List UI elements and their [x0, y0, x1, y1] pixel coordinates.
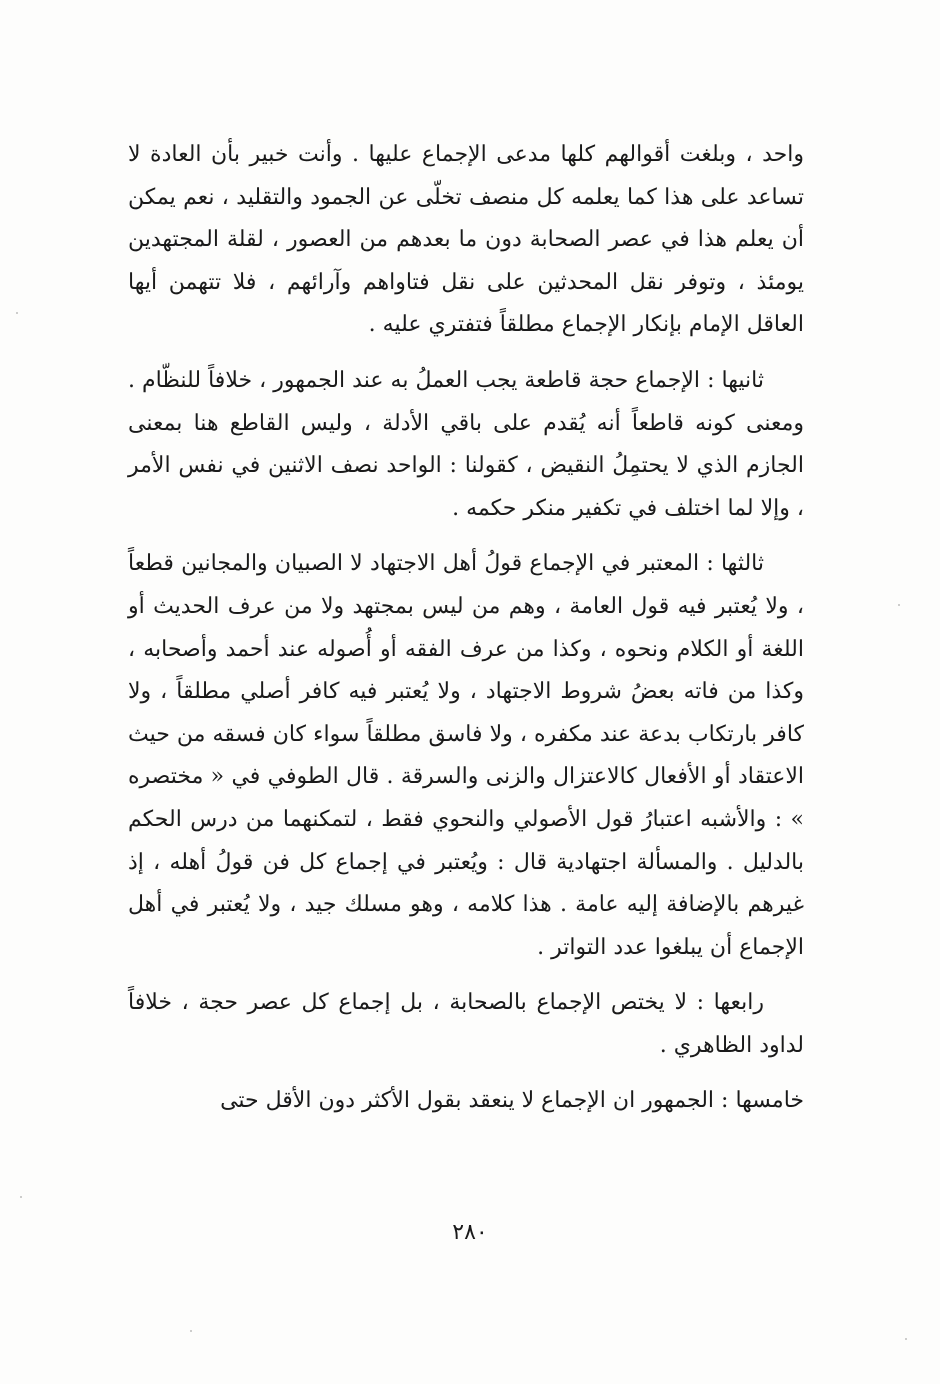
scan-speck: [905, 1338, 907, 1340]
scan-speck: [16, 312, 18, 314]
paragraph-5: خامسها : الجمهور ان الإجماع لا ينعقد بقول الأكثر دون الأقل حتى: [220, 1088, 804, 1114]
scan-speck: [20, 1196, 22, 1198]
page-body-text: [128, 134, 804, 1123]
scan-speck: [190, 1330, 192, 1332]
paragraph-1: واحد ، وبلغت أقوالهم كلها مدعى الإجماع عليها . وأنت خبير بأن العادة لا تساعد على هذا كما يعلمه كل منصف تخلّى عن الجمود والتقليد ، نعم يمكن أن يعلم هذا في عصر الصحابة دون ما بعدهم من العصور ، لقلة المجتهدين يومئذ ، وتوفر نقل المحدثين على نقل فتاواهم وآرائهم ، فلا تتهمن أيها العاقل الإمام بإنكار الإجماع مطلقاً فتفتري عليه .: [128, 142, 805, 338]
scan-speck: [898, 604, 900, 606]
paragraph-2: ثانيها : الإجماع حجة قاطعة يجب العملُ به عند الجمهور ، خلافاً للنظّام . ومعنى كونه قاطعاً أنه يُقدم على باقي الأدلة ، وليس القاطع هنا بمعنى الجازم الذي لا يحتمِلُ النقيض ، كقولنا : الواحد نصف الاثنين في نفس الأمر ، وإلا لما اختلف في تكفير منكر حكمه .: [128, 367, 804, 521]
page-number: ٢٨٠: [452, 1220, 488, 1245]
paragraph-3: ثالثها : المعتبر في الإجماع قولُ أهل الاجتهاد لا الصبيان والمجانين قطعاً ، ولا يُعتبر فيه قول العامة ، وهم من ليس بمجتهد ولا من عرف الحديث أو اللغة أو الكلام ونحوه ، وكذا من عرف الفقه أو أُصوله عند أحمد وأصحابه ، وكذا من فاته بعضُ شروط الاجتهاد ، ولا يُعتبر فيه كافر أصلي مطلقاً ، ولا كافر بارتكاب بدعة عند مكفره ، ولا فاسق مطلقاً سواء كان فسقه من حيث الاعتقاد أو الأفعال كالاعتزال والزنى والسرقة . قال الطوفي في « مختصره » : والأشبه اعتبارُ قول الأصولي والنحوي فقط ، لتمكنهما من درس الحكم بالدليل . والمسألة اجتهادية قال : ويُعتبر في إجماع كل فن قولُ أهله ، إذ غيرهم بالإضافة إليه عامة . هذا كلامه ، وهو مسلك جيد ، ولا يُعتبر في أهل الإجماع أن يبلغوا عدد التواتر .: [128, 551, 804, 960]
paragraph-4: رابعها : لا يختص الإجماع بالصحابة ، بل إجماع كل عصر حجة ، خلافاً لداود الظاهري .: [128, 990, 804, 1058]
